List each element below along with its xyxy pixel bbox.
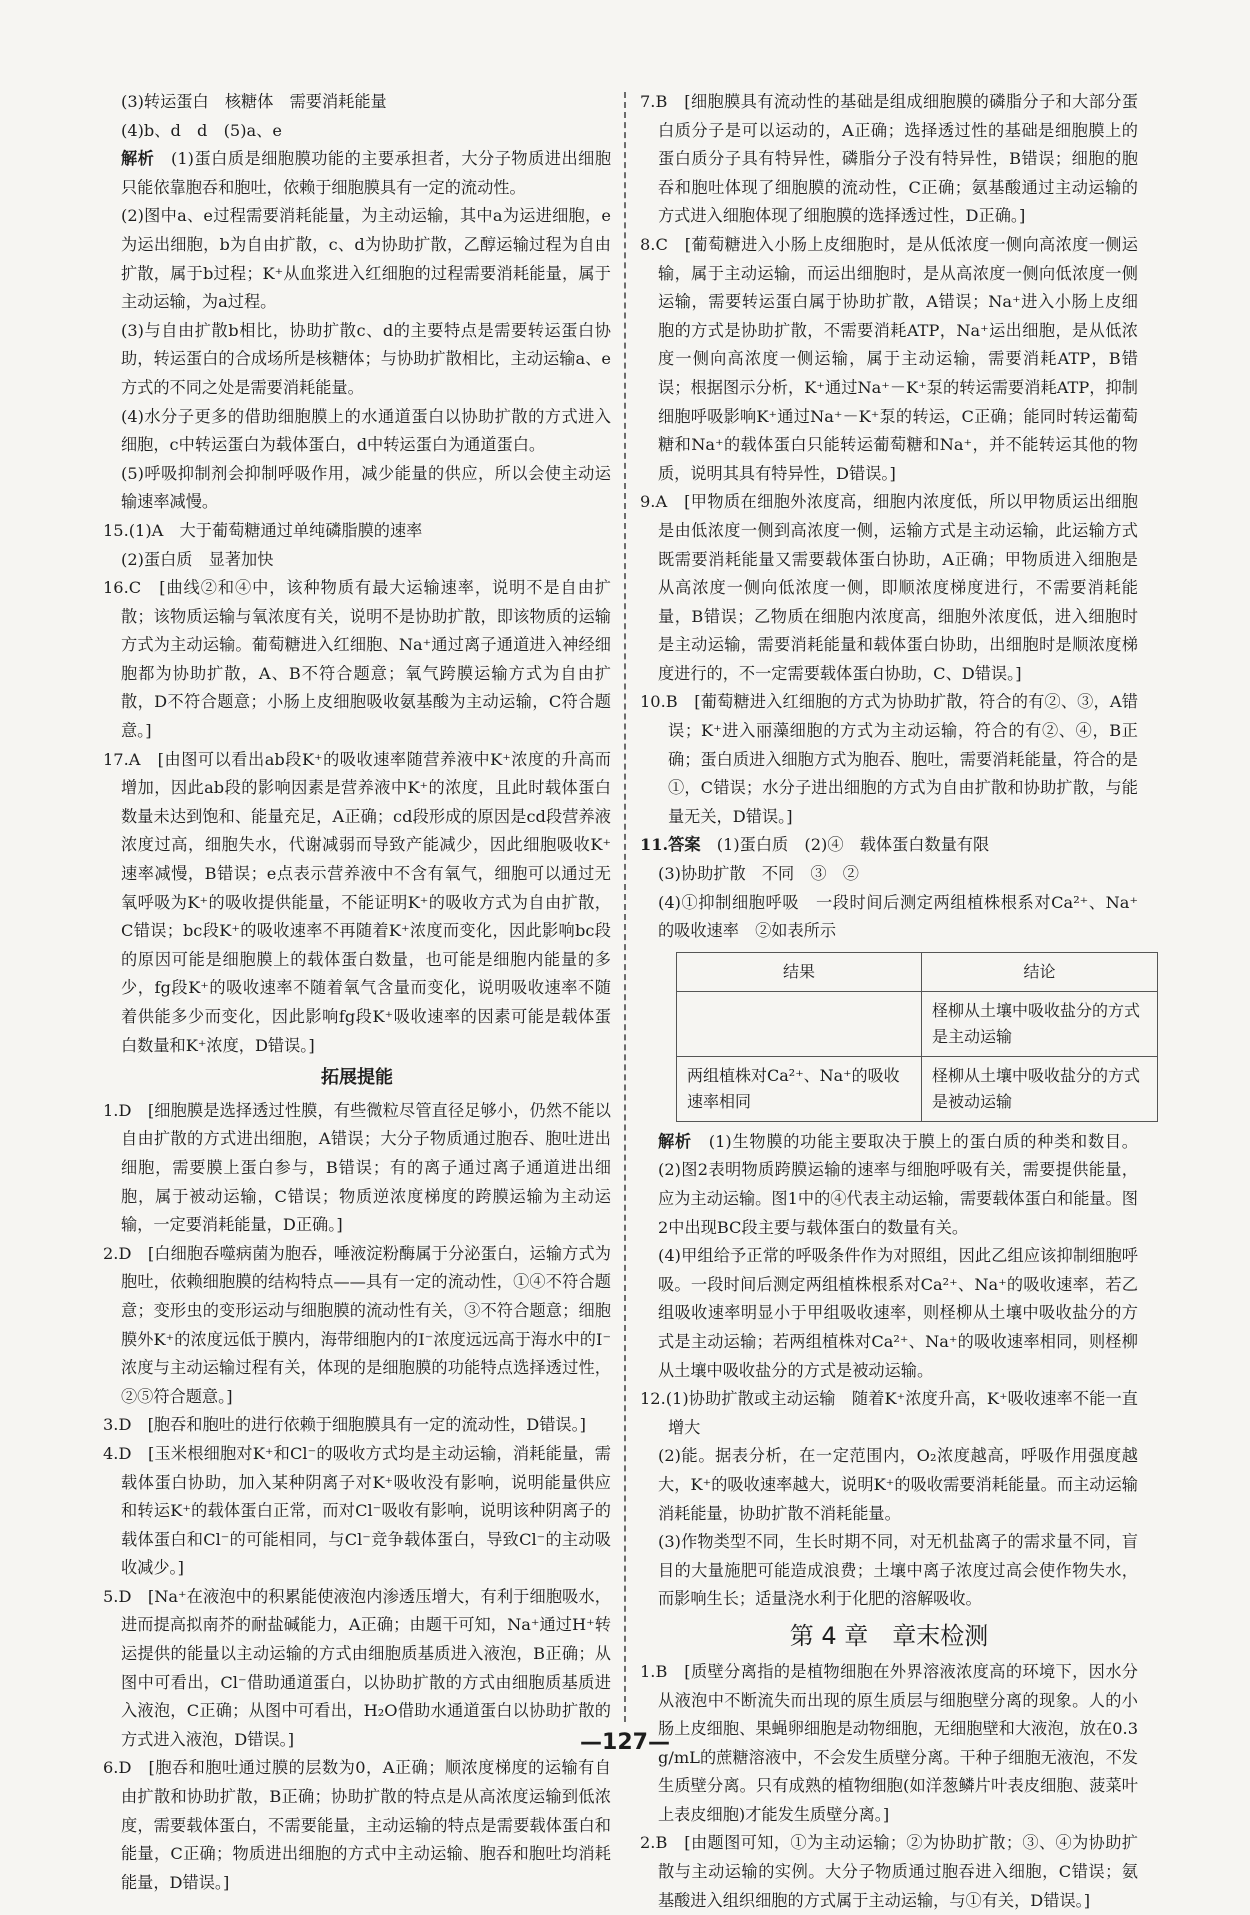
page-number: —127—: [580, 1730, 670, 1755]
answer-text: (4)b、d d (5)a、e: [121, 120, 282, 140]
table-cell: 两组植株对Ca²⁺、Na⁺的吸收速率相同: [677, 1056, 922, 1121]
answer-paragraph: [640, 231, 1138, 488]
answer-paragraph: [103, 517, 611, 546]
answer-paragraph: [103, 145, 611, 202]
answer-text: (4)①抑制细胞呼吸 一段时间后测定两组植株根系对Ca²⁺、Na⁺的吸收速率 ②如表所示: [658, 892, 1138, 941]
answer-text: (3)与自由扩散b相比，协助扩散c、d的主要特点是需要转运蛋白协助，转运蛋白的合成场所是核糖体；与协助扩散相比，主动运输a、e方式的不同之处是需要消耗能量。: [121, 320, 611, 397]
answer-paragraph: [103, 460, 611, 517]
table-row: [677, 991, 1158, 1056]
answer-paragraph: [640, 831, 1138, 860]
answer-paragraph: [640, 688, 1138, 831]
answer-paragraph: [640, 1829, 1138, 1915]
table-cell: 柽柳从土壤中吸收盐分的方式是被动运输: [922, 1056, 1158, 1121]
answer-text: 16.C [曲线②和④中，该种物质有最大运输速率，说明不是自由扩散；该物质运输与氧浓度有关，说明不是协助扩散，即该物质的运输方式为主动运输。葡萄糖进入红细胞、Na⁺通过离子通道进入神经细胞都为协助扩散，A、B不符合题意；氧气跨膜运输方式为自由扩散，D不符合题意；小肠上皮细胞吸收氨基酸为主动运输，C符合题意。]: [103, 578, 611, 741]
answer-text: 1.D [细胞膜是选择透过性膜，有些微粒尽管直径足够小，仍然不能以自由扩散的方式进出细胞，A错误；大分子物质通过胞吞、胞吐进出细胞，需要膜上蛋白参与，B错误；有的离子通过离子通道进出细胞，属于被动运输，C错误；物质逆浓度梯度的跨膜运输为主动运输，一定要消耗能量，D正确。]: [103, 1100, 611, 1235]
answer-text: 第 4 章 章末检测: [789, 1621, 989, 1650]
answer-paragraph: [103, 574, 611, 746]
answer-text: 2.D [白细胞吞噬病菌为胞吞，唾液淀粉酶属于分泌蛋白，运输方式为胞吐，依赖细胞膜的结构特点——具有一定的流动性，①④不符合题意；变形虫的变形运动与细胞膜的流动性有关，③不符合题意；细胞膜外K⁺的浓度远低于膜内，海带细胞内的I⁻浓度远远高于海水中的I⁻浓度与主动运输过程有关，体现的是细胞膜的功能特点选择透过性，②⑤符合题意。]: [103, 1243, 611, 1406]
table-row: [677, 1056, 1158, 1121]
answer-paragraph: [640, 889, 1138, 946]
answer-paragraph: [640, 1242, 1138, 1385]
answer-text: 拓展提能: [321, 1067, 393, 1089]
answer-text: 9.A [甲物质在细胞外浓度高，细胞内浓度低，所以甲物质运出细胞是由低浓度一侧到高浓度一侧，运输方式是主动运输，此运输方式既需要消耗能量又需要载体蛋白协助，A正确；甲物质进入细胞是从高浓度一侧向低浓度一侧，即顺浓度梯度进行，不需要消耗能量，B错误；乙物质在细胞内浓度高，细胞外浓度低，进入细胞时是主动运输，需要消耗能量和载体蛋白协助，出细胞时是顺浓度梯度进行的，不一定需要载体蛋白协助，C、D错误。]: [640, 492, 1138, 683]
answer-paragraph: [103, 317, 611, 403]
answer-paragraph: [640, 488, 1138, 688]
answer-paragraph: [103, 1240, 611, 1412]
answer-text: (3)协助扩散 不同 ③ ②: [658, 864, 859, 884]
answer-paragraph: [640, 1385, 1138, 1442]
section-title: [103, 1064, 611, 1093]
answer-label: 解析: [121, 149, 155, 169]
answer-text: 17.A [由图可以看出ab段K⁺的吸收速率随营养液中K⁺浓度的升高而增加，因此ab段的影响因素是营养液中K⁺的浓度，且此时载体蛋白数量未达到饱和、能量充足，A正确；cd段形成的原因是cd段营养液浓度过高，细胞失水，代谢减弱而导致产能减少，因此细胞吸收K⁺速率减慢，B错误；e点表示营养液中不含有氧气，细胞可以通过无氧呼吸为K⁺的吸收提供能量，不能证明K⁺的吸收方式为自由扩散，C错误；bc段K⁺的吸收速率不再随着K⁺浓度而变化，因此影响bc段的原因可能是细胞膜上的载体蛋白数量，也可能是细胞内能量的多少，fg段K⁺的吸收速率不随着氧气含量而变化，说明吸收速率不随着供能多少而变化，因此影响fg段K⁺吸收速率的因素可能是载体蛋白数量和K⁺浓度，D错误。]: [103, 749, 611, 1055]
table-cell: [677, 991, 922, 1056]
table-header-conclusion: 结论: [922, 952, 1158, 991]
answer-text: 6.D [胞吞和胞吐通过膜的层数为0，A正确；顺浓度梯度的运输有自由扩散和协助扩散，B正确；协助扩散的特点是从高浓度运输到低浓度，需要载体蛋白，不需要能量，主动运输的特点是需要载体蛋白和能量，C正确；物质进出细胞的方式中主动运输、胞吞和胞吐均消耗能量，D错误。]: [103, 1758, 611, 1892]
answer-text: 12.(1)协助扩散或主动运输 随着K⁺浓度升高，K⁺吸收速率不能一直增大: [640, 1389, 1138, 1437]
answer-text: 5.D [Na⁺在液泡中的积累能使液泡内渗透压增大，有利于细胞吸水，进而提高拟南芥的耐盐碱能力，A正确；由题干可知，Na⁺通过H⁺转运提供的能量以主动运输的方式由细胞质基质进入液泡，B正确；从图中可看出，Cl⁻借助通道蛋白，以协助扩散的方式由细胞质基质进入液泡，C正确；从图中可看出，H₂O借助水通道蛋白以协助扩散的方式进入液泡，D错误。]: [103, 1586, 611, 1749]
answer-paragraph: [640, 860, 1138, 889]
answer-label: 11.答案: [640, 835, 701, 855]
answer-text: (2)图中a、e过程需要消耗能量，为主动运输，其中a为运进细胞，e为运出细胞，b为自由扩散，c、d为协助扩散，乙醇运输过程为自由扩散，属于b过程；K⁺从血浆进入红细胞的过程需要消耗能量，属于主动运输，为a过程。: [121, 206, 611, 312]
answer-paragraph: [103, 1440, 611, 1583]
answer-text: 8.C [葡萄糖进入小肠上皮细胞时，是从低浓度一侧向高浓度一侧运输，属于主动运输，而运出细胞时，是从高浓度一侧向低浓度一侧运输，需要转运蛋白属于协助扩散，A错误；Na⁺进入小肠上皮细胞的方式是协助扩散，不需要消耗ATP，Na⁺运出细胞，是从低浓度一侧向高浓度一侧运输，属于主动运输，需要消耗ATP，B错误；根据图示分析，K⁺通过Na⁺－K⁺泵的转运需要消耗ATP，抑制细胞呼吸影响K⁺通过Na⁺－K⁺泵的转运，C正确；能同时转运葡萄糖和Na⁺的载体蛋白只能转运葡萄糖和Na⁺，并不能转运其他的物质，说明其具有特异性，D错误。]: [640, 234, 1138, 483]
answer-paragraph: [103, 1411, 611, 1440]
answer-paragraph: [640, 1528, 1138, 1614]
chapter-title: [640, 1616, 1138, 1656]
answer-text: 7.B [细胞膜具有流动性的基础是组成细胞膜的磷脂分子和大部分蛋白质分子是可以运动的，A正确；选择透过性的基础是细胞膜上的蛋白质分子具有特异性，磷脂分子没有特异性，B错误；细胞的胞吞和胞吐体现了细胞膜的流动性，C正确；氨基酸通过主动运输的方式进入细胞体现了细胞膜的选择透过性，D正确。]: [640, 92, 1138, 226]
answer-text: (3)作物类型不同，生长时期不同，对无机盐离子的需求量不同，盲目的大量施肥可能造成浪费；土壤中离子浓度过高会使作物失水，而影响生长；适量浇水利于化肥的溶解吸收。: [658, 1532, 1138, 1609]
answer-paragraph: [640, 1442, 1138, 1528]
answer-text: (3)转运蛋白 核糖体 需要消耗能量: [121, 92, 387, 111]
answer-text: (2)蛋白质 显著加快: [121, 549, 274, 569]
table-header-result: 结果: [677, 952, 922, 991]
answer-paragraph: [103, 1583, 611, 1755]
answer-text: (1)生物膜的功能主要取决于膜上的蛋白质的种类和数目。(2)图2表明物质跨膜运输的速率与细胞呼吸有关，需要提供能量，应为主动运输。图1中的④代表主动运输，需要载体蛋白和能量。图2中出现BC段主要与载体蛋白的数量有关。: [658, 1131, 1138, 1237]
answer-paragraph: [103, 1097, 611, 1240]
table-cell: 柽柳从土壤中吸收盐分的方式是主动运输: [922, 991, 1158, 1056]
answer-text: (1)蛋白质是细胞膜功能的主要承担者，大分子物质进出细胞只能依靠胞吞和胞吐，依赖于细胞膜具有一定的流动性。: [121, 149, 612, 197]
answer-text: (1)蛋白质 (2)④ 载体蛋白数量有限: [700, 835, 990, 855]
answer-text: 1.B [质壁分离指的是植物细胞在外界溶液浓度高的环境下，因水分从液泡中不断流失而出现的原生质层与细胞壁分离的现象。人的小肠上皮细胞、果蝇卵细胞是动物细胞，无细胞壁和大液泡，放在0.3 g/mL的蔗糖溶液中，不会发生质壁分离。干种子细胞无液泡，不发生质壁分离。只有成熟的植物细胞(如洋葱鳞片叶表皮细胞、菠菜叶上表皮细胞)才能发生质壁分离。]: [640, 1661, 1138, 1824]
answer-paragraph: [103, 88, 611, 117]
answer-paragraph: [103, 1754, 611, 1897]
answer-text: (4)甲组给予正常的呼吸条件作为对照组，因此乙组应该抑制细胞呼吸。一段时间后测定两组植株根系对Ca²⁺、Na⁺的吸收速率，若乙组吸收速率明显小于甲组吸收速率，则柽柳从土壤中吸收盐分的方式是主动运输；若两组植株对Ca²⁺、Na⁺的吸收速率相同，则柽柳从土壤中吸收盐分的方式是被动运输。: [658, 1246, 1138, 1380]
answer-label: 解析: [658, 1131, 692, 1151]
answer-text: 3.D [胞吞和胞吐的进行依赖于细胞膜具有一定的流动性，D错误。]: [103, 1415, 586, 1435]
answer-paragraph: [103, 117, 611, 146]
left-column: [103, 88, 611, 1897]
answer-paragraph: [640, 1128, 1138, 1242]
right-column: [640, 88, 1141, 1915]
column-divider: [624, 92, 626, 1722]
answer-paragraph: [103, 403, 611, 460]
answer-text: (4)水分子更多的借助细胞膜上的水通道蛋白以协助扩散的方式进入细胞，c中转运蛋白为载体蛋白，d中转运蛋白为通道蛋白。: [121, 406, 611, 455]
answer-paragraph: [103, 202, 611, 316]
answer-paragraph: [103, 746, 611, 1061]
answer-text: 10.B [葡萄糖进入红细胞的方式为协助扩散，符合的有②、③，A错误；K⁺进入丽藻细胞的方式为主动运输，符合的有②、④，B正确；蛋白质进入细胞方式为胞吞、胞吐，需要消耗能量，符合的是①，C错误；水分子进出细胞的方式为自由扩散和协助扩散，与能量无关，D错误。]: [640, 692, 1138, 826]
answer-paragraph: [103, 546, 611, 575]
answer-text: (2)能。据表分析，在一定范围内，O₂浓度越高，呼吸作用强度越大，K⁺的吸收速率越大，说明K⁺的吸收需要消耗能量。而主动运输消耗能量，协助扩散不消耗能量。: [658, 1446, 1138, 1523]
answer-paragraph: [640, 88, 1138, 231]
answer-text: 2.B [由题图可知，①为主动运输；②为协助扩散；③、④为协助扩散与主动运输的实例。大分子物质通过胞吞进入细胞，C错误；氨基酸进入组织细胞的方式属于主动运输，与①有关，D错误。]: [640, 1833, 1138, 1910]
answer-text: 15.(1)A 大于葡萄糖通过单纯磷脂膜的速率: [103, 520, 423, 540]
answer-text: (5)呼吸抑制剂会抑制呼吸作用，减少能量的供应，所以会使主动运输速率减慢。: [121, 463, 611, 512]
result-table: [676, 952, 1158, 1122]
answer-text: 4.D [玉米根细胞对K⁺和Cl⁻的吸收方式均是主动运输，消耗能量，需载体蛋白协助，加入某种阴离子对K⁺吸收没有影响，说明能量供应和转运K⁺的载体蛋白正常，而对Cl⁻吸收有影响，说明该种阴离子的载体蛋白和Cl⁻的可能相同，与Cl⁻竞争载体蛋白，导致Cl⁻的主动吸收减少。]: [103, 1443, 611, 1578]
table-header-row: [677, 952, 1158, 991]
